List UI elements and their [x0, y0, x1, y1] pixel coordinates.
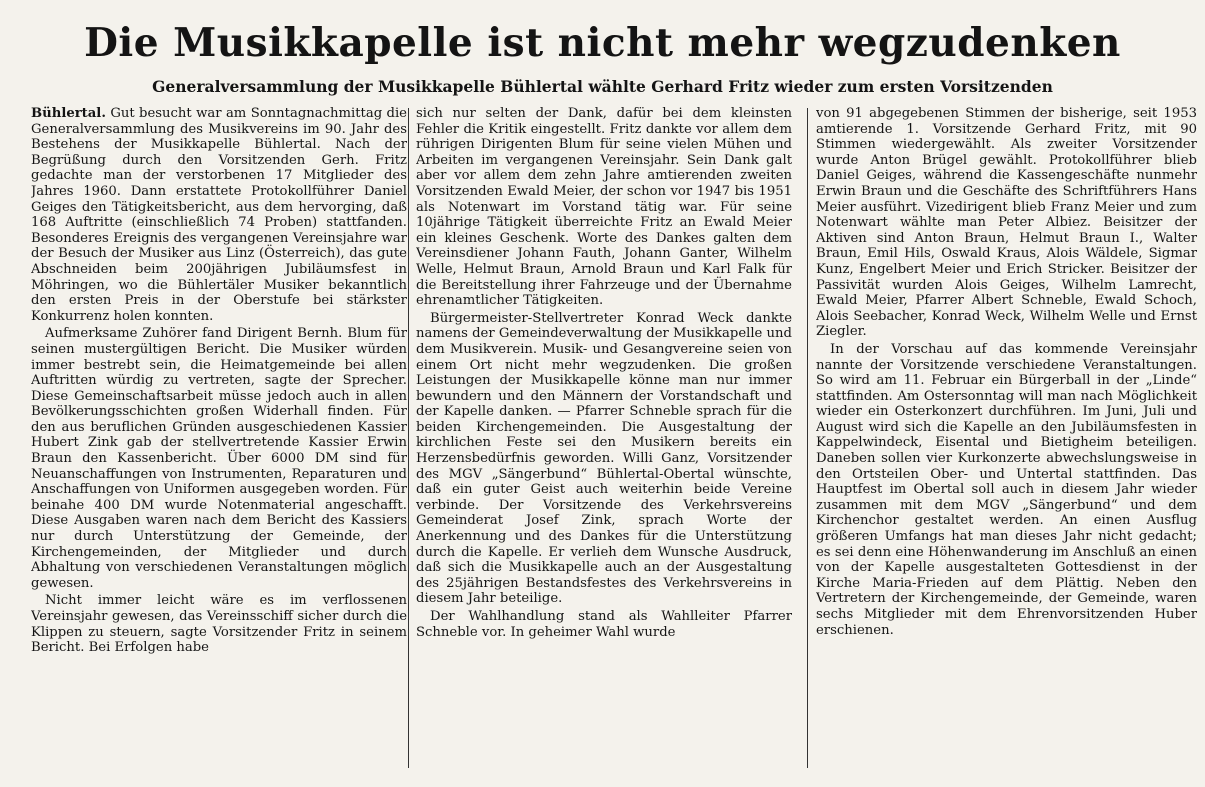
- paragraph: [31, 106, 407, 324]
- column-divider: [408, 108, 409, 768]
- headline: Die Musikkapelle ist nicht mehr wegzudenken: [84, 20, 1121, 66]
- column-divider: [807, 108, 808, 768]
- subheadline: Generalversammlung der Musikkapelle Bühlertal wählte Gerhard Fritz wieder zum ersten Vorsitzenden: [152, 77, 1053, 96]
- paragraph: sich nur selten der Dank, dafür bei dem kleinsten Fehler die Kritik eingestellt. Fritz dankte vor allem dem rührigen Dirigenten Blum für seine vielen Mühen und Arbeiten im vergangenen Vereinsjahr. Sein Dank galt aber vor allem dem zehn Jahre amtierenden zweiten Vorsitzenden Ewald Meier, der schon vor 1947 bis 1951 als Notenwart im Vorstand tätig war. Für seine 10jährige Tätigkeit überreichte Fritz an Ewald Meier ein kleines Geschenk. Worte des Dankes galten dem Vereinsdiener Johann Fauth, Johann Ganter, Wilhelm Welle, Helmut Braun, Arnold Braun und Karl Falk für die Bereitstellung ihrer Fahrzeuge und der Übernahme ehrenamtlicher Tätigkeiten.: [416, 106, 792, 309]
- article-column-1: [31, 106, 407, 778]
- article-column-3: [816, 106, 1197, 778]
- dateline: Bühlertal.: [31, 106, 106, 121]
- paragraph: von 91 abgegebenen Stimmen der bisherige, seit 1953 amtierende 1. Vorsitzende Gerhard Fritz, mit 90 Stimmen wiedergewählt. Als zweiter Vorsitzender wurde Anton Brügel gewählt. Protokollführer blieb Daniel Geiges, während die Kassengeschäfte nunmehr Erwin Braun und die Geschäfte des Schriftführers Hans Meier ausführt. Vizedirigent blieb Franz Meier und zum Notenwart wählte man Peter Albiez. Beisitzer der Aktiven sind Anton Braun, Helmut Braun I., Walter Braun, Emil Hils, Oswald Kraus, Alois Wäldele, Sigmar Kunz, Engelbert Meier und Erich Stricker. Beisitzer der Passivität wurden Alois Geiges, Wilhelm Lamrecht, Ewald Meier, Pfarrer Albert Schneble, Ewald Schoch, Alois Seebacher, Konrad Weck, Wilhelm Welle und Ernst Ziegler.: [816, 106, 1197, 340]
- paragraph: Nicht immer leicht wäre es im verflossenen Vereinsjahr gewesen, das Vereinsschiff sicher durch die Klippen zu steuern, sagte Vorsitzender Fritz in seinem Bericht. Bei Erfolgen habe: [31, 593, 407, 656]
- paragraph: In der Vorschau auf das kommende Vereinsjahr nannte der Vorsitzende verschiedene Veranstaltungen. So wird am 11. Februar ein Bürgerball in der „Linde“ stattfinden. Am Ostersonntag will man nach Möglichkeit wieder ein Osterkonzert durchführen. Im Juni, Juli und August wird sich die Kapelle an den Jubiläumsfesten in Kappelwindeck, Eisental und Bietigheim beteiligen. Daneben sollen vier Kurkonzerte abwechslungsweise in den Ortsteilen Ober- und Untertal stattfinden. Das Hauptfest im Obertal soll auch in diesem Jahr wieder zusammen mit dem MGV „Sängerbund“ und dem Kirchenchor gestaltet werden. An einen Ausflug größeren Umfangs hat man dieses Jahr nicht gedacht; es sei denn eine Höhenwanderung im Anschluß an einen von der Kapelle ausgestalteten Gottesdienst in der Kirche Maria-Frieden auf dem Plättig. Neben den Vertretern der Kirchengemeinde, der Gemeinde, waren sechs Mitglieder mit dem Ehrenvorsitzenden Huber erschienen.: [816, 341, 1197, 638]
- paragraph: Bürgermeister-Stellvertreter Konrad Weck dankte namens der Gemeindeverwaltung der Musikkapelle und dem Musikverein. Musik- und Gesangvereine seien von einem Ort nicht mehr wegzudenken. Die großen Leistungen der Musikkapelle könne man nur immer bewundern und den Männern der Vorstandschaft und der Kapelle danken. — Pfarrer Schneble sprach für die beiden Kirchengemeinden. Die Ausgestaltung der kirchlichen Feste sei den Musikern bereits ein Herzensbedürfnis geworden. Willi Ganz, Vorsitzender des MGV „Sängerbund“ Bühlertal-Obertal wünschte, daß ein guter Geist auch weiterhin beide Vereine verbinde. Der Vorsitzende des Verkehrsvereins Gemeinderat Josef Zink, sprach Worte der Anerkennung und des Dankes für die Unterstützung durch die Kapelle. Er verlieh dem Wunsche Ausdruck, daß sich die Musikkapelle auch an der Ausgestaltung des 25jährigen Bestandsfestes des Verkehrsvereins in diesem Jahr beteilige.: [416, 310, 792, 607]
- article-column-2: [416, 106, 792, 778]
- paragraph: Der Wahlhandlung stand als Wahlleiter Pfarrer Schneble vor. In geheimer Wahl wurde: [416, 609, 792, 640]
- paragraph-text: Gut besucht war am Sonntagnachmittag die Generalversammlung des Musikvereins im 90. Jahr des Bestehens der Musikkapelle Bühlertal. Nach der Begrüßung durch den Vorsitzenden Gerh. Fritz gedachte man der verstorbenen 17 Mitglieder des Jahres 1960. Dann erstattete Protokollführer Daniel Geiges den Tätigkeitsbericht, aus dem hervorging, daß 168 Auftritte (einschließlich 74 Proben) stattfanden. Besonderes Ereignis des vergangenen Vereinsjahre war der Besuch der Musiker aus Linz (Österreich), das gute Abschneiden beim 200jährigen Jubiläumsfest in Möhringen, wo die Bühlertäler Musiker bekanntlich den ersten Preis in der Oberstufe bei stärkster Konkurrenz holen konnten.: [31, 106, 407, 324]
- paragraph: Aufmerksame Zuhörer fand Dirigent Bernh. Blum für seinen mustergültigen Bericht. Die Musiker würden immer bestrebt sein, die Heimatgemeinde bei allen Auftritten würdig zu vertreten, sagte der Sprecher. Diese Gemeinschaftsarbeit müsse jedoch auch in allen Bevölkerungsschichten großen Widerhall finden. Für den aus beruflichen Gründen ausgeschiedenen Kassier Hubert Zink gab der stellvertretende Kassier Erwin Braun den Kassenbericht. Über 6000 DM sind für Neuanschaffungen von Instrumenten, Reparaturen und Anschaffungen von Uniformen ausgegeben worden. Für beinahe 400 DM wurde Notenmaterial angeschafft. Diese Ausgaben waren nach dem Bericht des Kassiers nur durch Unterstützung der Gemeinde, der Kirchengemeinden, der Mitglieder und durch Abhaltung von verschiedenen Veranstaltungen möglich gewesen.: [31, 326, 407, 591]
